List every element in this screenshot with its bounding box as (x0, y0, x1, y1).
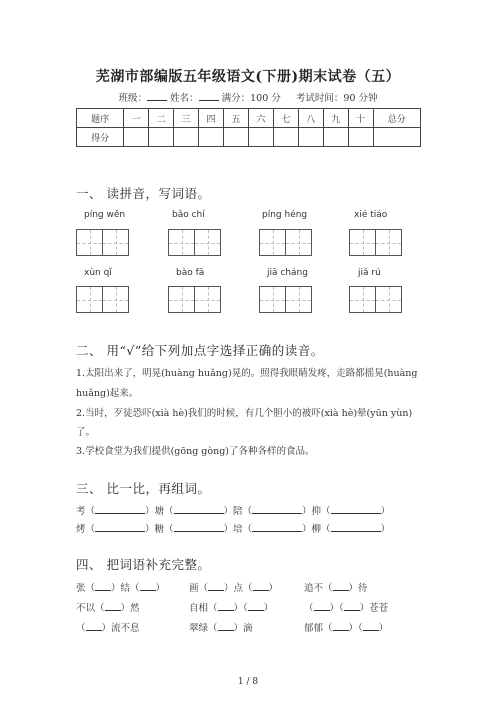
score-row-label: 得分 (77, 128, 124, 147)
question-line: 了。 (76, 427, 96, 438)
answer-blank[interactable] (95, 523, 145, 532)
idiom-text: ）（ (233, 603, 248, 614)
answer-blank[interactable] (248, 602, 264, 611)
answer-blank[interactable] (333, 582, 349, 591)
score-header-cell: 题序 (77, 109, 124, 128)
answer-blank[interactable] (314, 602, 330, 611)
grid-cell[interactable] (375, 229, 402, 256)
idiom-text: ） (268, 583, 279, 594)
grid-cell[interactable] (285, 286, 312, 313)
writing-grid[interactable] (349, 286, 402, 313)
grid-cell[interactable] (168, 286, 195, 313)
grid-cell[interactable] (259, 229, 286, 256)
idiom-item (304, 620, 388, 634)
answer-blank[interactable] (95, 582, 111, 591)
name-blank (199, 91, 219, 101)
idiom-text: ）待 (348, 583, 368, 594)
class-label: 班级： (118, 93, 148, 104)
answer-blank[interactable] (344, 602, 360, 611)
writing-grid[interactable] (259, 229, 312, 256)
section-4-heading: 四、 把词语补充完整。 (76, 557, 211, 572)
answer-blank[interactable] (252, 523, 302, 532)
score-header-cell: 五 (224, 109, 249, 128)
idiom-text: 翠绿（ (189, 623, 218, 634)
idiom-text: ）（ (329, 603, 344, 614)
score-cell[interactable] (273, 128, 298, 147)
idiom-text: ） (263, 603, 274, 614)
writing-grid[interactable] (349, 229, 402, 256)
grid-cell[interactable] (375, 286, 402, 313)
idiom-text: ） (378, 623, 389, 634)
writing-grid[interactable] (168, 286, 221, 313)
score-header-cell: 十 (348, 109, 373, 128)
question-line: 3.学校食堂为我们提供(gōng gòng)了各种各样的食品。 (76, 446, 315, 457)
char-prefix: ）柳（ (302, 524, 331, 535)
full-score-label: 满分：100 分 (221, 93, 281, 104)
idiom-text: （ (76, 623, 86, 634)
score-table (76, 108, 421, 147)
score-cell[interactable] (199, 128, 224, 147)
answer-blank[interactable] (208, 582, 224, 591)
char-prefix: ）培（ (223, 524, 253, 535)
idiom-text: ） (155, 583, 166, 594)
char-prefix: 烤（ (76, 524, 96, 535)
score-header-cell: 六 (248, 109, 273, 128)
section-3-heading: 三、 比一比，再组词。 (76, 481, 211, 496)
char-prefix: ）陪（ (223, 506, 253, 517)
answer-blank[interactable] (218, 602, 234, 611)
page-number: 1 / 8 (237, 677, 259, 687)
char-prefix: 考（ (76, 506, 96, 517)
idiom-item (76, 580, 165, 594)
grid-cell[interactable] (194, 229, 221, 256)
idiom-text: ）苍苍 (359, 603, 389, 614)
writing-grid[interactable] (168, 229, 221, 256)
score-table-header-row (77, 109, 421, 128)
idiom-text: 郁郁（ (304, 623, 333, 634)
grid-cell[interactable] (168, 229, 195, 256)
section-1-heading: 一、 读拼音，写词语。 (76, 186, 211, 201)
score-header-cell: 总分 (373, 109, 420, 128)
answer-blank[interactable] (363, 622, 379, 631)
score-cell[interactable] (174, 128, 199, 147)
score-cell[interactable] (373, 128, 420, 147)
score-cell[interactable] (124, 128, 149, 147)
pinyin-label: bǎo chí (172, 210, 205, 220)
pinyin-label: jiā cháng (267, 268, 308, 278)
writing-grid[interactable] (259, 286, 312, 313)
question-line: 1.太阳出来了，明晃(huàng huǎng)晃的。照得我眼睛发疼，走路都摇晃(huàng (76, 368, 418, 379)
answer-blank[interactable] (174, 523, 224, 532)
idiom-item (76, 600, 140, 614)
page-title: 芜湖市部编版五年级语文(下册)期末试卷（五） (95, 69, 401, 85)
score-header-cell: 一 (124, 109, 149, 128)
idiom-item (304, 580, 368, 594)
answer-blank[interactable] (86, 622, 102, 631)
word-compare-row (76, 521, 390, 535)
score-header-cell: 四 (199, 109, 224, 128)
char-prefix: ）塘（ (145, 506, 174, 517)
answer-blank[interactable] (252, 505, 302, 514)
score-cell[interactable] (323, 128, 348, 147)
score-header-cell: 八 (298, 109, 323, 128)
grid-cell[interactable] (349, 286, 376, 313)
idiom-text: ）然 (120, 603, 140, 614)
idiom-text: ）点（ (224, 583, 253, 594)
exam-meta (0, 90, 496, 104)
idiom-text: （ (304, 603, 314, 614)
idiom-item (189, 620, 253, 634)
answer-blank[interactable] (331, 505, 381, 514)
answer-blank[interactable] (174, 505, 224, 514)
writing-grid[interactable] (76, 286, 129, 313)
pinyin-label: jiǎ rú (358, 268, 381, 278)
exam-time-label: 考试时间：90 分钟 (295, 93, 378, 104)
score-cell[interactable] (149, 128, 174, 147)
pinyin-label: píng héng (262, 210, 308, 220)
char-prefix: ）抑（ (302, 506, 331, 517)
score-cell[interactable] (348, 128, 373, 147)
score-cell[interactable] (248, 128, 273, 147)
score-cell[interactable] (224, 128, 249, 147)
idiom-item (76, 620, 140, 634)
answer-blank[interactable] (253, 582, 269, 591)
pinyin-label: píng wěn (84, 210, 126, 220)
answer-blank[interactable] (331, 523, 381, 532)
idiom-text: ）流不息 (101, 623, 140, 634)
pinyin-label: xié tiáo (354, 210, 388, 220)
idiom-item (304, 600, 388, 614)
pinyin-label: bào fā (176, 268, 205, 278)
idiom-item (189, 580, 278, 594)
answer-blank[interactable] (333, 622, 349, 631)
grid-cell[interactable] (285, 229, 312, 256)
section-2-heading: 二、 用“√”给下列加点字选择正确的读音。 (76, 343, 324, 358)
pinyin-label: xùn qǐ (84, 268, 112, 278)
word-compare-row (76, 503, 390, 517)
answer-blank[interactable] (105, 602, 121, 611)
grid-cell[interactable] (76, 286, 103, 313)
char-prefix: ）糖（ (145, 524, 174, 535)
class-blank (147, 91, 167, 101)
score-table-score-row (77, 128, 421, 147)
answer-blank[interactable] (140, 582, 156, 591)
score-cell[interactable] (298, 128, 323, 147)
grid-cell[interactable] (102, 229, 129, 256)
idiom-text: 画（ (189, 583, 209, 594)
score-header-cell: 三 (174, 109, 199, 128)
answer-blank[interactable] (218, 622, 234, 631)
score-header-cell: 七 (273, 109, 298, 128)
question-line: 2.当时，歹徒恐吓(xià hè)我们的时候，有几个胆小的被吓(xià hè)晕(yūn yùn) (76, 408, 413, 419)
idiom-item (189, 600, 273, 614)
idiom-text: ）（ (348, 623, 363, 634)
name-label: 姓名： (170, 93, 199, 104)
idiom-text: 不以（ (76, 603, 105, 614)
idiom-text: 追不（ (304, 583, 333, 594)
grid-cell[interactable] (259, 286, 286, 313)
idiom-text: ）结（ (111, 583, 140, 594)
char-suffix: ） (380, 506, 391, 517)
grid-cell[interactable] (349, 229, 376, 256)
char-suffix: ） (380, 524, 391, 535)
question-line: huǎng)起来。 (76, 388, 139, 399)
grid-cell[interactable] (76, 229, 103, 256)
score-header-cell: 二 (149, 109, 174, 128)
grid-cell[interactable] (102, 286, 129, 313)
idiom-text: 自相（ (189, 603, 218, 614)
writing-grid[interactable] (76, 229, 129, 256)
idiom-text: 张（ (76, 583, 96, 594)
idiom-text: ）滴 (233, 623, 253, 634)
score-header-cell: 九 (323, 109, 348, 128)
answer-blank[interactable] (95, 505, 145, 514)
grid-cell[interactable] (194, 286, 221, 313)
